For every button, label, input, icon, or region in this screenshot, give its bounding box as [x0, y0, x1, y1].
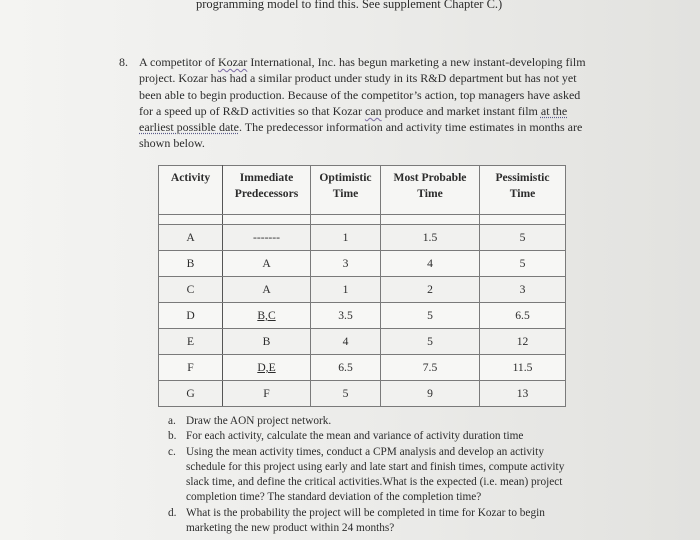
problem-8 [119, 54, 589, 152]
cell-activity: B [159, 251, 223, 277]
cell-pessimistic: 5 [480, 225, 566, 251]
cell-pessimistic: 11.5 [480, 355, 566, 381]
cell-pessimistic: 3 [480, 277, 566, 303]
table-row [159, 303, 566, 329]
cell-activity: F [159, 355, 223, 381]
question-text: What is the probability the project will be completed in time for Kozar to begin marketing the new product within 24 months? [186, 506, 545, 535]
question-text: Draw the AON project network. [186, 415, 332, 427]
cell-predecessors: A [223, 251, 311, 277]
cell-optimistic: 3 [311, 251, 381, 277]
cell-pessimistic: 6.5 [480, 303, 566, 329]
cell-activity: D [159, 303, 223, 329]
statement-part-4: . The predecessor information and activity time estimates in months are shown below. [139, 120, 583, 151]
cell-most-probable: 4 [381, 251, 480, 277]
table-row [159, 277, 566, 303]
cell-activity: C [159, 277, 223, 303]
statement-part-2: International, Inc. has begun marketing a new instant-developing film project. Kozar has had a similar product under study in its R&D department but has not yet been able to begin production. Because of the competitor’s action, top managers have asked for a speed up of R&D activities so that Kozar [139, 55, 586, 118]
question-d [168, 506, 568, 537]
cell-activity: G [159, 381, 223, 407]
table-row [159, 381, 566, 407]
cell-most-probable: 7.5 [381, 355, 480, 381]
cell-pessimistic: 13 [480, 381, 566, 407]
question-label: d. [168, 506, 177, 519]
cell-optimistic: 6.5 [311, 355, 381, 381]
table-row [159, 225, 566, 251]
cell-pessimistic: 12 [480, 329, 566, 355]
header-mp-line2: Time [417, 187, 443, 200]
header-activity [159, 166, 223, 215]
previous-problem-fragment: programming model to find this. See supplement Chapter C.) [196, 0, 503, 11]
statement-part-3: produce and market instant film [381, 103, 541, 118]
header-pred-line2: Predecessors [234, 187, 299, 200]
statement-part-1: A competitor of [139, 55, 218, 69]
question-label: a. [168, 415, 176, 427]
question-label: b. [168, 430, 177, 443]
header-opt-line1: Optimistic [319, 171, 372, 184]
question-label: c. [168, 445, 176, 458]
header-pess-line1: Pessimistic [495, 171, 550, 184]
cell-most-probable: 2 [381, 277, 480, 303]
cell-activity: A [159, 225, 223, 251]
cell-optimistic: 1 [311, 225, 381, 251]
question-c [168, 445, 568, 506]
cell-optimistic: 1 [311, 277, 381, 303]
cell-optimistic: 3.5 [311, 303, 381, 329]
table-row [159, 329, 566, 355]
cell-optimistic: 4 [311, 329, 381, 355]
table-header-row [159, 166, 566, 215]
header-predecessors [223, 166, 311, 215]
cell-predecessors: A [223, 277, 311, 303]
question-text: Using the mean activity times, conduct a CPM analysis and develop an activity schedule for this project using early and late start and finish times, compute activity slack time, and define the critical activities.What is the expected (i.e. mean) project completion time? The standard deviation of the completion time? [186, 445, 565, 504]
company-name: Kozar [217, 55, 248, 69]
header-activity-label: Activity [170, 171, 211, 184]
earliest-date-phrase: at the earliest possible date [139, 103, 568, 135]
header-pessimistic [480, 166, 566, 215]
table-row [159, 251, 566, 277]
cell-predecessors: B [223, 329, 311, 355]
cell-most-probable: 5 [381, 303, 480, 329]
header-most-probable [381, 166, 480, 215]
cell-predecessors: B,C [223, 303, 311, 329]
header-pred-line1: Immediate [239, 171, 294, 184]
cell-predecessors: F [223, 381, 311, 407]
cell-most-probable: 9 [381, 381, 480, 407]
header-opt-line2: Time [332, 187, 359, 200]
cell-pessimistic: 5 [480, 251, 566, 277]
question-a [168, 414, 568, 429]
table-row [159, 355, 566, 381]
table-spacer-row [159, 215, 566, 225]
cell-optimistic: 5 [311, 381, 381, 407]
cell-predecessors: D,E [223, 355, 311, 381]
cell-predecessors: ------- [223, 225, 311, 251]
header-mp-line1: Most Probable [393, 171, 467, 184]
problem-number: 8. [119, 55, 128, 69]
question-b [168, 429, 568, 444]
header-pess-line2: Time [509, 187, 536, 200]
cell-most-probable: 5 [381, 329, 480, 355]
can-word: can [364, 103, 382, 118]
question-list [168, 414, 568, 536]
cell-most-probable: 1.5 [381, 225, 480, 251]
problem-statement [139, 54, 589, 152]
activity-time-table [158, 165, 566, 407]
question-text: For each activity, calculate the mean and variance of activity duration time [186, 430, 524, 443]
cell-activity: E [159, 329, 223, 355]
header-optimistic [311, 166, 381, 215]
